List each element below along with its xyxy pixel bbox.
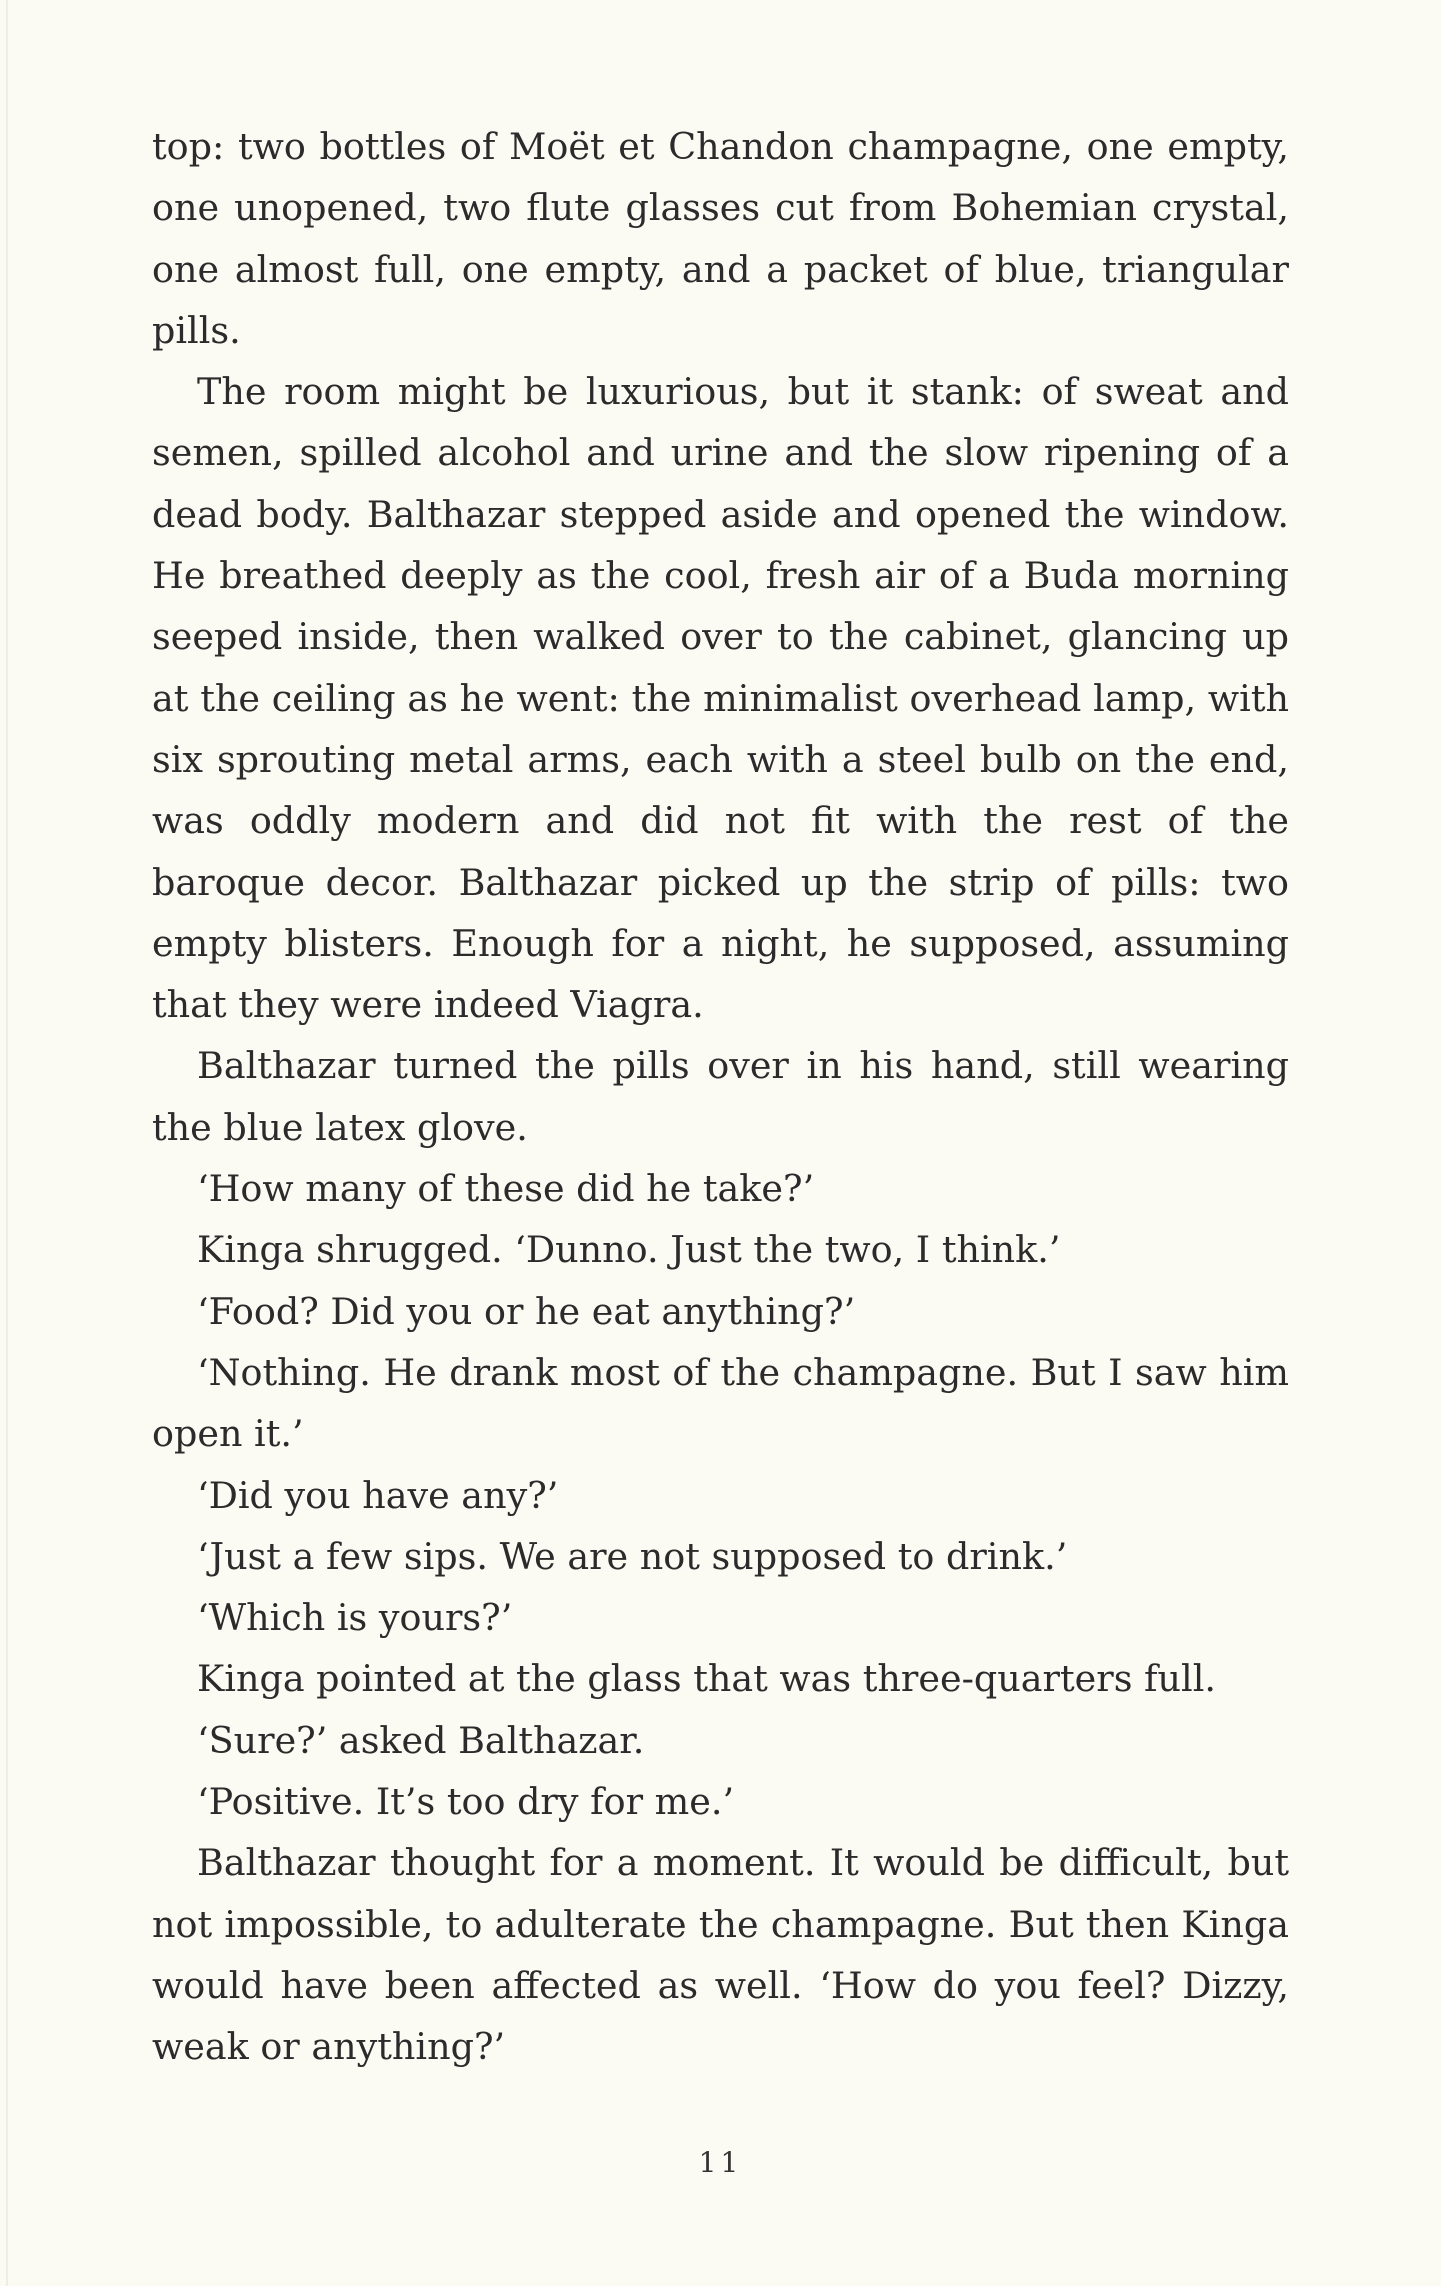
paragraph-7: ‘Nothing. He drank most of the champagne. But I saw him open it.’	[152, 1350, 1289, 1456]
paragraph-13: ‘Positive. It’s too dry for me.’	[197, 1780, 735, 1824]
paragraph-14: Balthazar thought for a moment. It would be difficult, but not impossible, to adulterate the champagne. But then Kinga would have been affected as well. ‘How do you feel? Dizzy, weak or anything?’	[152, 1841, 1289, 2069]
paragraph-12: ‘Sure?’ asked Balthazar.	[197, 1718, 645, 1762]
body-text	[152, 116, 1289, 2078]
page-edge-shadow	[6, 0, 8, 2286]
paragraph-6: ‘Food? Did you or he eat anything?’	[197, 1289, 856, 1333]
paragraph-3: Balthazar turned the pills over in his hand, still wearing the blue latex glove.	[152, 1044, 1289, 1149]
paragraph-11: Kinga pointed at the glass that was three-quarters full.	[197, 1657, 1217, 1701]
paragraph-10: ‘Which is yours?’	[197, 1596, 513, 1640]
paragraph-1: top: two bottles of Moët et Chandon champagne, one empty, one unopened, two flute glasses cut from Bohemian crystal, one almost full, one empty, and a packet of blue, triangular pills.	[152, 125, 1289, 352]
paragraph-4: ‘How many of these did he take?’	[197, 1167, 815, 1211]
paragraph-2: The room might be luxurious, but it stank: of sweat and semen, spilled alcohol and urine and the slow ripening of a dead body. Balthazar stepped aside and opened the window. He breathed deeply as the cool, fresh air of a Buda morning seeped inside, then walked over to the cabinet, glancing up at the ceiling as he went: the minimalist overhead lamp, with six sprouting metal arms, each with a steel bulb on the end, was oddly modern and did not fit with the rest of the baroque decor. Balthazar picked up the strip of pills: two empty blisters. Enough for a night, he supposed, assuming that they were indeed Viagra.	[152, 370, 1289, 1027]
paragraph-8: ‘Did you have any?’	[197, 1473, 559, 1517]
paragraph-9: ‘Just a few sips. We are not supposed to drink.’	[197, 1534, 1068, 1578]
paragraph-5: Kinga shrugged. ‘Dunno. Just the two, I think.’	[197, 1228, 1061, 1272]
page-number: 11	[698, 2146, 743, 2179]
